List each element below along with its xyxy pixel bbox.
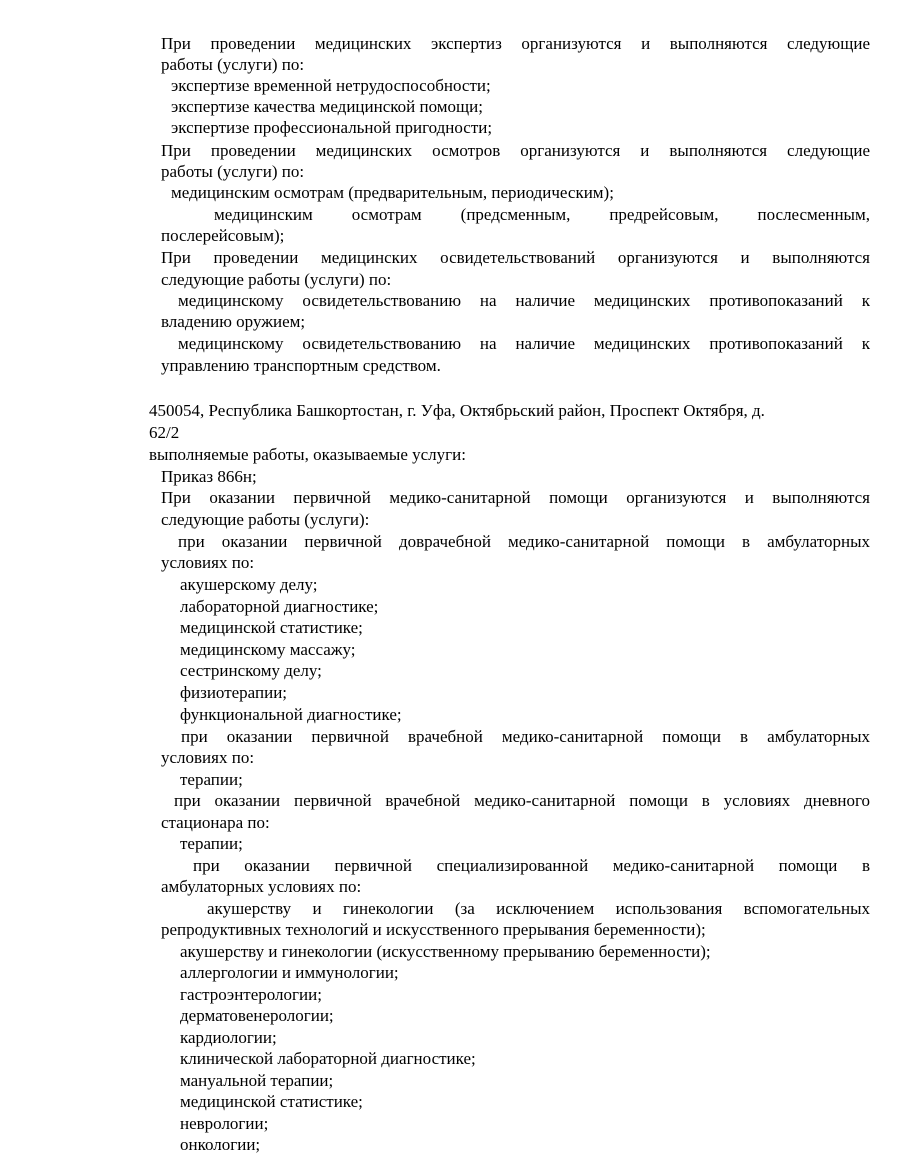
text-line: При оказании первичной медико-санитарной помощи организуются и выполняются bbox=[161, 488, 870, 507]
text-line: условиях по: bbox=[161, 748, 255, 767]
text-line: онкологии; bbox=[180, 1135, 261, 1154]
text-line: владению оружием; bbox=[161, 312, 306, 331]
text-line: стационара по: bbox=[161, 813, 270, 832]
text-line: терапии; bbox=[180, 834, 243, 853]
text-line: выполняемые работы, оказываемые услуги: bbox=[149, 445, 466, 464]
text-line: медицинскому освидетельствованию на наличие медицинских противопоказаний к bbox=[178, 334, 870, 353]
text-line: клинической лабораторной диагностике; bbox=[180, 1049, 476, 1068]
text-line: физиотерапии; bbox=[180, 683, 288, 702]
text-line: медицинскому массажу; bbox=[180, 640, 356, 659]
text-line: управлению транспортным средством. bbox=[161, 356, 441, 375]
text-line: 62/2 bbox=[149, 423, 180, 442]
text-line: гастроэнтерологии; bbox=[180, 985, 322, 1004]
text-line: 450054, Республика Башкортостан, г. Уфа, Октябрьский район, Проспект Октября, д. bbox=[149, 401, 765, 420]
text-line: функциональной диагностике; bbox=[180, 705, 402, 724]
text-line: Приказ 866н; bbox=[161, 467, 257, 486]
text-line: экспертизе профессиональной пригодности; bbox=[171, 118, 493, 137]
text-line: медицинскому освидетельствованию на наличие медицинских противопоказаний к bbox=[178, 291, 870, 310]
text-line: следующие работы (услуги) по: bbox=[161, 270, 392, 289]
text-line: сестринскому делу; bbox=[180, 661, 322, 680]
text-line: акушерству и гинекологии (искусственному прерыванию беременности); bbox=[180, 942, 711, 961]
text-line: При проведении медицинских осмотров организуются и выполняются следующие bbox=[161, 141, 870, 160]
text-line: аллергологии и иммунологии; bbox=[180, 963, 399, 982]
text-line: терапии; bbox=[180, 770, 243, 789]
text-line: медицинским осмотрам (предсменным, предрейсовым, послесменным, bbox=[214, 205, 870, 224]
text-line: лабораторной диагностике; bbox=[180, 597, 379, 616]
text-line: При проведении медицинских экспертиз организуются и выполняются следующие bbox=[161, 34, 870, 53]
text-line: при оказании первичной врачебной медико-санитарной помощи в амбулаторных bbox=[181, 727, 870, 746]
text-line: дерматовенерологии; bbox=[180, 1006, 334, 1025]
text-line: следующие работы (услуги): bbox=[161, 510, 370, 529]
text-line: медицинской статистике; bbox=[180, 618, 363, 637]
text-line: работы (услуги) по: bbox=[161, 55, 305, 74]
text-line: при оказании первичной доврачебной медико-санитарной помощи в амбулаторных bbox=[178, 532, 870, 551]
text-line: мануальной терапии; bbox=[180, 1071, 334, 1090]
text-line: амбулаторных условиях по: bbox=[161, 877, 362, 896]
text-line: послерейсовым); bbox=[161, 226, 285, 245]
text-line: кардиологии; bbox=[180, 1028, 277, 1047]
text-line: экспертизе временной нетрудоспособности; bbox=[171, 76, 491, 95]
text-line: работы (услуги) по: bbox=[161, 162, 305, 181]
text-line: медицинским осмотрам (предварительным, периодическим); bbox=[171, 183, 614, 202]
text-line: акушерскому делу; bbox=[180, 575, 318, 594]
text-line: при оказании первичной специализированной медико-санитарной помощи в bbox=[193, 856, 870, 875]
text-line: При проведении медицинских освидетельствований организуются и выполняются bbox=[161, 248, 870, 267]
text-line: акушерству и гинекологии (за исключением использования вспомогательных bbox=[207, 899, 870, 918]
text-line: условиях по: bbox=[161, 553, 255, 572]
text-line: экспертизе качества медицинской помощи; bbox=[171, 97, 483, 116]
text-line: при оказании первичной врачебной медико-санитарной помощи в условиях дневного bbox=[174, 791, 870, 810]
text-line: медицинской статистике; bbox=[180, 1092, 363, 1111]
text-line: репродуктивных технологий и искусственного прерывания беременности); bbox=[161, 920, 706, 939]
text-line: неврологии; bbox=[180, 1114, 269, 1133]
